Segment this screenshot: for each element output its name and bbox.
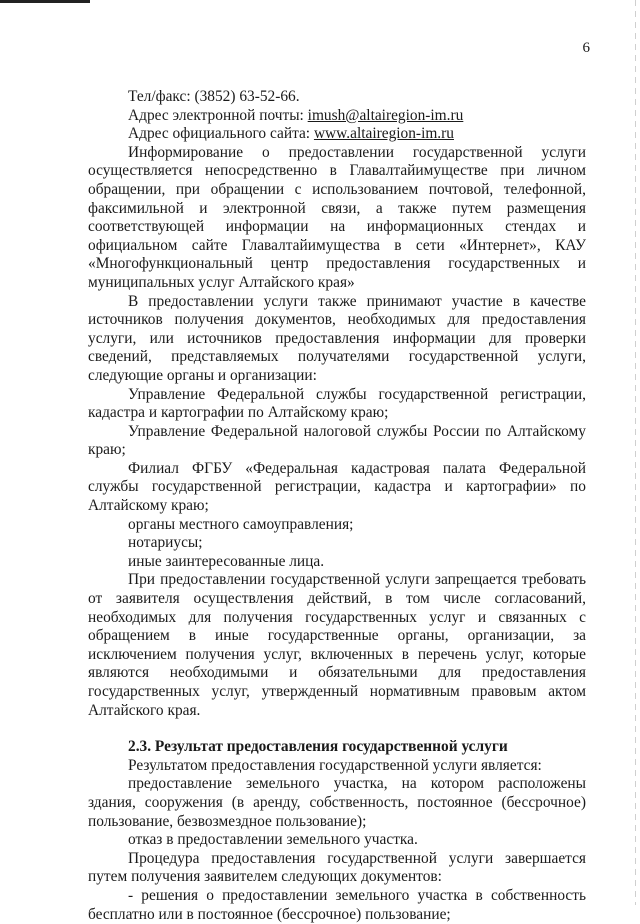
- contact-site-line: [88, 125, 586, 144]
- org-item-5: нотариусы;: [128, 534, 203, 552]
- contact-site-link[interactable]: www.altairegion-im.ru: [313, 125, 454, 143]
- contact-phone: Тел/факс: (3852) 63-52-66.: [128, 88, 300, 105]
- paragraph-inform: Информирование о предоставлении государственной услуги осуществляется непосредственно в Главалтайимуществе при личном обращении, при обращении с использованием почтовой, телефонной, факсимильной и электронной связи, а также путем размещения соответствующей информации на информационных стендах и официальном сайте Главалтайимущества в сети «Интернет», КАУ «Многофункциональный центр предоставления государственных и муниципальных услуг Алтайского края»: [88, 143, 586, 291]
- section-heading: 2.3. Результат предоставления государственной услуги: [128, 738, 508, 756]
- scan-right-edge: [635, 0, 636, 905]
- org-item-3: Филиал ФГБУ «Федеральная кадастровая палата Федеральной службы государственной регистрации, кадастра и картографии» по Алтайскому краю;: [88, 459, 586, 515]
- contact-site-label: Адрес официального сайта:: [128, 125, 314, 143]
- result-item-1: предоставление земельного участка, на котором расположены здания, сооружения (в аренду, собственность, постоянное (бессрочное) пользование, безвозмездное пользование);: [88, 775, 586, 830]
- result-item-2: отказ в предоставлении земельного участка.: [128, 831, 418, 849]
- procedure-paragraph: Процедура предоставления государственной услуги завершается путем получения заявителем следующих документов:: [88, 849, 586, 886]
- org-item-4: органы местного самоуправления;: [128, 515, 354, 533]
- paragraph-prohibit: При предоставлении государственной услуги запрещается требовать от заявителя осуществления действий, в том числе согласований, необходимых для получения государственных услуг и связанных с обращением в иные государственные органы, организации, за исключением получения услуг, включенных в перечень услуг, которые являются необходимыми и обязательными для предоставления государственных услуг, утвержденный нормативным правовым актом Алтайского края.: [88, 571, 586, 719]
- contact-email-label: Адрес электронной почты:: [128, 106, 308, 124]
- section-gap: [88, 720, 586, 738]
- document-body: [88, 88, 586, 924]
- result-intro: Результатом предоставления государственной услуги является:: [128, 756, 542, 774]
- org-item-2: Управление Федеральной налоговой службы России по Алтайскому краю;: [88, 422, 586, 459]
- org-item-6: иные заинтересованные лица.: [128, 552, 325, 570]
- org-item-1: Управление Федеральной службы государственной регистрации, кадастра и картографии по Алтайскому краю;: [88, 385, 586, 422]
- contact-email-line: [88, 107, 586, 126]
- paragraph-participate: В предоставлении услуги также принимают участие в качестве источников получения документов, необходимых для предоставления услуги, или источников предоставления информации для проверки сведений, представляемых получателями государственной услуги, следующие органы и организации:: [88, 292, 586, 384]
- document-item-1: - решения о предоставлении земельного участка в собственность бесплатно или в постоянное (бессрочное) пользование;: [88, 886, 586, 923]
- contact-email-link[interactable]: imush@altairegion-im.ru: [307, 106, 464, 124]
- scan-edge-mark: [0, 0, 90, 3]
- page-number: 6: [582, 40, 590, 56]
